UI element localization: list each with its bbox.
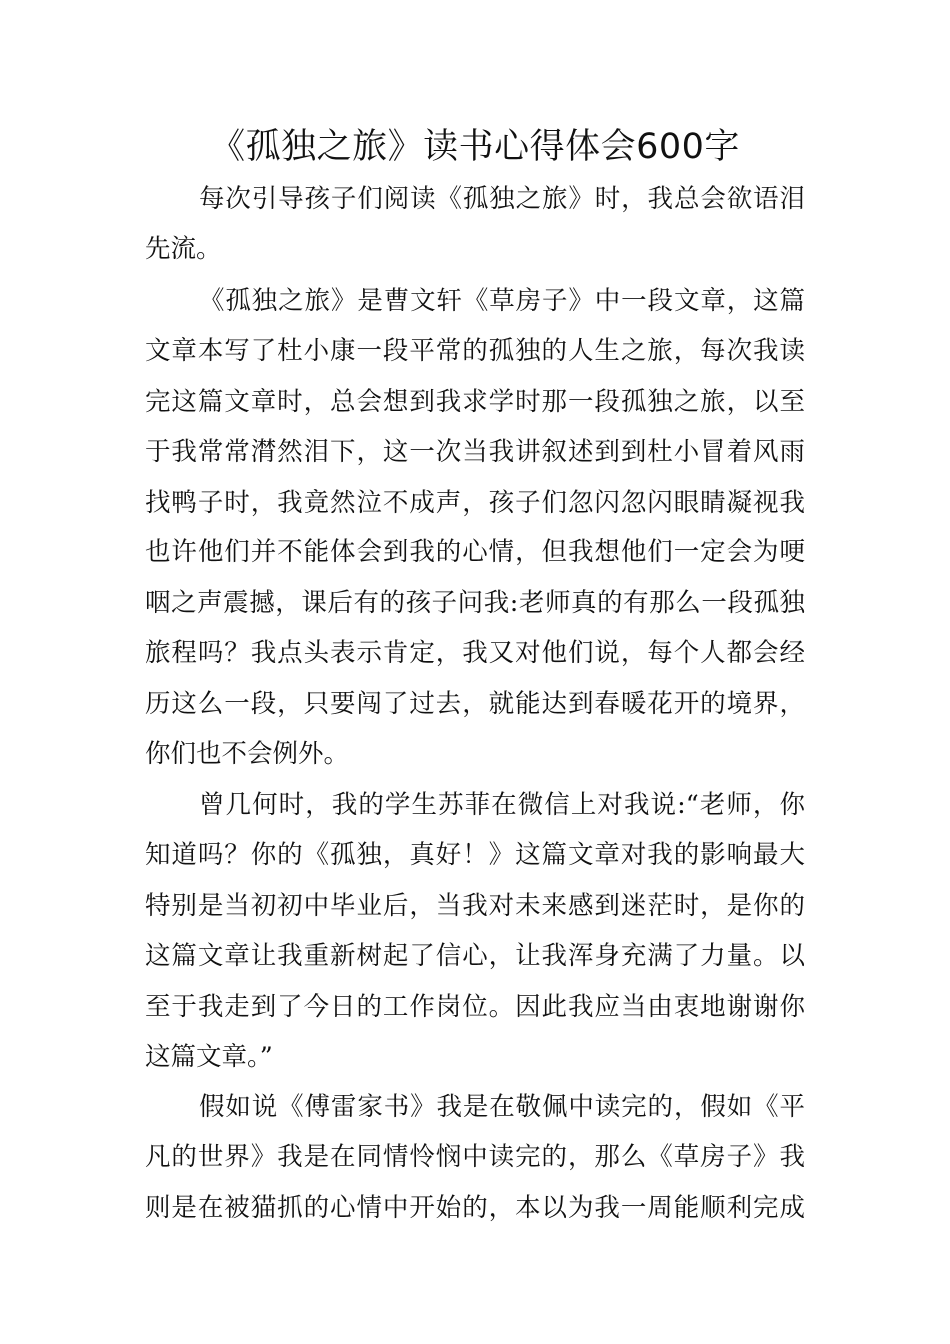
paragraph-line: 文章本写了杜小康一段平常的孤独的人生之旅，每次我读 (145, 336, 805, 366)
paragraph-line: 历这么一段，只要闯了过去，就能达到春暖花开的境界， (145, 689, 805, 719)
paragraph-line: 曾几何时，我的学生苏菲在微信上对我说:“老师，你 (199, 790, 805, 820)
paragraph-line: 凡的世界》我是在同情怜悯中读完的，那么《草房子》我 (145, 1142, 805, 1172)
paragraph-line: 先流。 (145, 234, 222, 264)
paragraph-line: 《孤独之旅》是曹文轩《草房子》中一段文章，这篇 (199, 286, 805, 316)
paragraph-line: 这篇文章。” (145, 1042, 273, 1072)
paragraph-line: 旅程吗？我点头表示肯定，我又对他们说，每个人都会经 (145, 638, 805, 668)
paragraph-line: 则是在被猫抓的心情中开始的，本以为我一周能顺利完成 (145, 1193, 805, 1223)
paragraph-line: 咽之声震撼，课后有的孩子问我:老师真的有那么一段孤独 (145, 588, 805, 618)
document-title: 《孤独之旅》读书心得体会600字 (210, 127, 740, 167)
paragraph-line: 知道吗？你的《孤独，真好！》这篇文章对我的影响最大 (145, 840, 805, 870)
paragraph-line: 于我常常潸然泪下，这一次当我讲叙述到到杜小冒着风雨 (145, 437, 805, 467)
paragraph-line: 这篇文章让我重新树起了信心，让我浑身充满了力量。以 (145, 941, 805, 971)
paragraph-line: 至于我走到了今日的工作岗位。因此我应当由衷地谢谢你 (145, 992, 805, 1022)
paragraph-line: 特别是当初初中毕业后，当我对未来感到迷茫时，是你的 (145, 891, 805, 921)
paragraph-line: 完这篇文章时，总会想到我求学时那一段孤独之旅，以至 (145, 387, 805, 417)
paragraph-line: 你们也不会例外。 (145, 739, 350, 769)
paragraph-line: 假如说《傅雷家书》我是在敬佩中读完的，假如《平 (199, 1092, 805, 1122)
paragraph-line: 每次引导孩子们阅读《孤独之旅》时，我总会欲语泪 (199, 184, 805, 214)
paragraph-line: 找鸭子时，我竟然泣不成声，孩子们忽闪忽闪眼睛凝视我 (145, 488, 805, 518)
paragraph-line: 也许他们并不能体会到我的心情，但我想他们一定会为哽 (145, 537, 805, 567)
